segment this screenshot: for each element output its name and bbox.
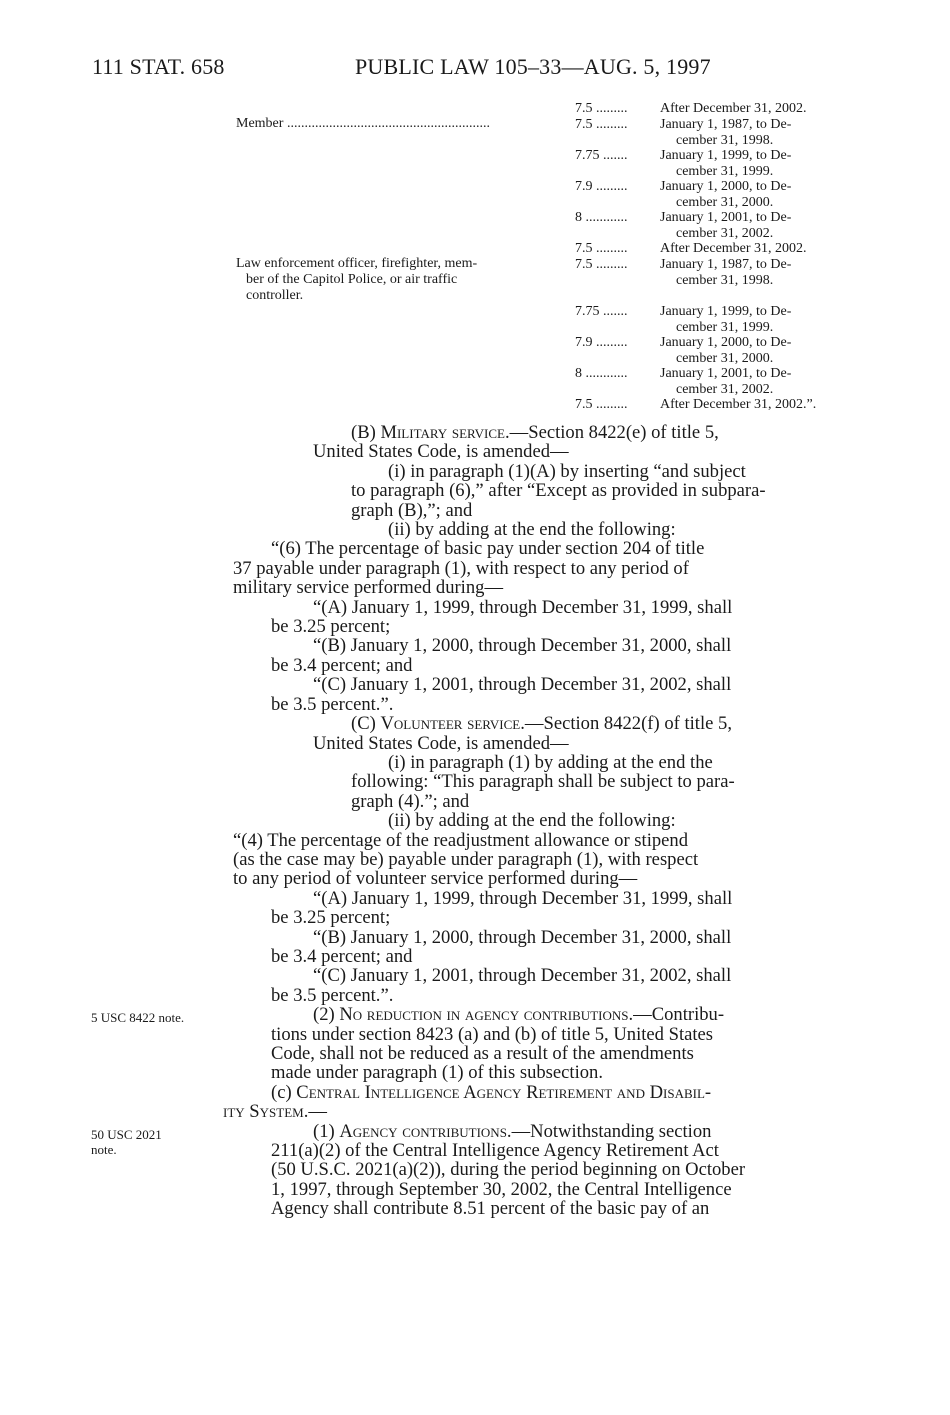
text-line: United States Code, is amended— — [313, 441, 569, 463]
text-line: be 3.4 percent; and — [271, 654, 413, 676]
table-row: 7.5 ......... — [575, 241, 628, 256]
table-row-period: January 1, 2000, to De- cember 31, 2000. — [660, 335, 792, 366]
table-row-period: January 1, 2000, to De- cember 31, 2000. — [660, 179, 792, 210]
table-row-period: January 1, 2001, to De- cember 31, 2002. — [660, 210, 792, 241]
text-line: 211(a)(2) of the Central Intelligence Agency Retirement Act — [271, 1140, 719, 1162]
statute-body — [223, 422, 858, 1220]
text-line: ity System.— — [223, 1101, 327, 1123]
text-line: “(A) January 1, 1999, through December 31, 1999, shall — [313, 596, 733, 618]
text-line: be 3.5 percent.”. — [271, 984, 394, 1006]
table-row: 7.5 ......... — [575, 397, 628, 412]
table-row: 7.5 ......... — [575, 117, 628, 132]
table-row: 8 ............ — [575, 366, 628, 381]
text-line: to paragraph (6),” after “Except as provided in subpara- — [351, 480, 766, 502]
paragraph-2-heading: (2) No reduction in agency contributions.—Contribu- — [313, 1004, 725, 1026]
text-line: “(C) January 1, 2001, through December 31, 2002, shall — [313, 965, 732, 987]
table-row-period: After December 31, 2002. — [660, 101, 807, 116]
text-line: (ii) by adding at the end the following: — [388, 519, 676, 541]
text-line: following: “This paragraph shall be subject to para- — [351, 771, 735, 793]
table-row: 8 ............ — [575, 210, 628, 225]
table-row: 7.9 ......... — [575, 335, 628, 350]
text-line: United States Code, is amended— — [313, 732, 569, 754]
margin-note-5-usc-8422: 5 USC 8422 note. — [91, 1010, 185, 1025]
table-row: 7.9 ......... — [575, 179, 628, 194]
text-line: be 3.4 percent; and — [271, 945, 413, 967]
text-line: (50 U.S.C. 2021(a)(2)), during the period beginning on October — [271, 1159, 746, 1181]
text-line: military service performed during— — [233, 577, 504, 599]
paragraph-1-heading: (1) Agency contributions.—Notwithstanding section — [313, 1120, 712, 1142]
text-line: (i) in paragraph (1) by adding at the end the — [388, 751, 713, 773]
subparagraph-b-heading: (B) Military service.—Section 8422(e) of title 5, — [351, 422, 719, 443]
table-row-period: After December 31, 2002. — [660, 241, 807, 256]
table-row-period: January 1, 1999, to De- cember 31, 1999. — [660, 304, 792, 335]
text-line: (as the case may be) payable under paragraph (1), with respect — [233, 848, 699, 870]
text-line: graph (B),”; and — [351, 499, 473, 521]
text-line: Agency shall contribute 8.51 percent of the basic pay of an — [271, 1198, 710, 1220]
table-row-period: After December 31, 2002.”. — [660, 397, 817, 412]
text-line: 1, 1997, through September 30, 2002, the Central Intelligence — [271, 1178, 732, 1200]
table-row-period: January 1, 1987, to De- cember 31, 1998. — [660, 117, 792, 148]
text-line: be 3.25 percent; — [271, 616, 391, 638]
table-row: 7.5 ......... — [575, 101, 628, 116]
text-line: “(B) January 1, 2000, through December 31, 2000, shall — [313, 926, 732, 948]
table-label-leo: Law enforcement officer, firefighter, mem- ber of the Capitol Police, or air traffic controller. — [236, 256, 478, 303]
table-row-period: January 1, 1999, to De- cember 31, 1999. — [660, 148, 792, 179]
margin-note-50-usc-2021: 50 USC 2021 note. — [91, 1127, 162, 1157]
table-row: 7.75 ....... — [575, 148, 628, 163]
text-line: 37 payable under paragraph (1), with respect to any period of — [233, 557, 689, 579]
subparagraph-c-heading: (C) Volunteer service.—Section 8422(f) of title 5, — [351, 713, 732, 735]
text-line: graph (4).”; and — [351, 790, 470, 812]
text-line: be 3.5 percent.”. — [271, 693, 394, 715]
text-line: to any period of volunteer service performed during— — [233, 868, 638, 890]
table-row-period: January 1, 1987, to De- cember 31, 1998. — [660, 257, 792, 288]
text-line: Code, shall not be reduced as a result of the amendments — [271, 1043, 694, 1064]
law-title: PUBLIC LAW 105–33—AUG. 5, 1997 — [355, 54, 711, 79]
text-line: “(6) The percentage of basic pay under section 204 of title — [271, 538, 705, 560]
text-line: tions under section 8423 (a) and (b) of title 5, United States — [271, 1023, 714, 1045]
table-row-period: January 1, 2001, to De- cember 31, 2002. — [660, 366, 792, 397]
text-line: “(C) January 1, 2001, through December 31, 2002, shall — [313, 674, 732, 696]
text-line: “(B) January 1, 2000, through December 31, 2000, shall — [313, 635, 732, 657]
text-line: (i) in paragraph (1)(A) by inserting “and subject — [388, 460, 746, 482]
text-line: “(4) The percentage of the readjustment allowance or stipend — [233, 829, 689, 851]
text-line: (ii) by adding at the end the following: — [388, 810, 676, 832]
table-label-member: Member .......................................................... — [236, 116, 490, 131]
table-row: 7.75 ....... — [575, 304, 628, 319]
page-reference: 111 STAT. 658 — [92, 54, 225, 79]
text-line: be 3.25 percent; — [271, 907, 391, 929]
subsection-c-heading: (c) Central Intelligence Agency Retirement and Disabil- — [271, 1081, 712, 1103]
table-row: 7.5 ......... — [575, 257, 628, 272]
text-line: made under paragraph (1) of this subsection. — [271, 1062, 604, 1084]
text-line: “(A) January 1, 1999, through December 31, 1999, shall — [313, 887, 733, 909]
